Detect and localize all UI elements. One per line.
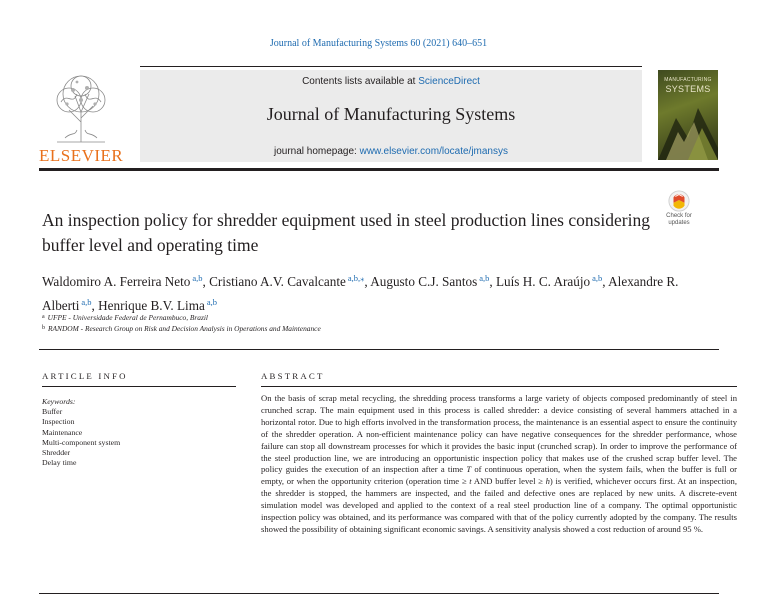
author-affiliation-mark[interactable]: a,b [592,273,603,283]
abstract-bottom-rule [39,593,719,594]
abstract-part: of continuous operation, when the system fails, when the buffer is full or empty, or when the opportunity criterion (operation time ≥ [261,464,737,487]
header-top-rule [140,66,642,67]
article-title: An inspection policy for shredder equipment used in steel production lines considering buffer level and operating time [42,210,650,255]
check-updates-icon [668,190,690,212]
header-bottom-rule [39,168,719,171]
keyword-item: Buffer [42,407,63,417]
affiliation-list [42,312,682,334]
affiliation-item [42,312,682,323]
cover-title-line-1: MANUFACTURING [664,77,712,83]
keyword-item: Shredder [42,448,71,458]
keyword-item: Inspection [42,417,75,427]
publisher-name: ELSEVIER [39,146,124,165]
author-list: Waldomiro A. Ferreira Neto $^{a,b}$, Cristiano A.V. Cavalcante $^{a,b,⁎}$, Augusto C.J. Santos $^{a,b}$, Luís H. C. Araújo $^{a,b}$, Alexandre R. Alberti $^{a,b}$, Henrique B.V. Lima $^{a,b}$ [42,273,679,313]
author-affiliation-mark[interactable]: a,b [206,297,217,307]
author-name: Waldomiro A. Ferreira Neto [42,274,191,289]
contents-prefix: Contents lists available at [302,76,419,87]
author-affiliation-mark[interactable]: a,b [479,273,490,283]
affiliation-text: UFPE - Universidade Federal de Pernambuco, Brazil [47,313,208,322]
homepage-prefix: journal homepage: [273,146,360,157]
affiliation-text: RANDOM - Research Group on Risk and Decision Analysis in Operations and Maintenance [48,324,321,333]
journal-homepage-link[interactable]: www.elsevier.com/locate/jmansys [359,146,508,157]
check-updates-label [660,213,698,227]
affiliation-mark: a [42,314,45,320]
contents-line [140,76,642,87]
affiliation-mark: b [42,325,45,331]
journal-citation[interactable]: Journal of Manufacturing Systems 60 (2021) 640–651 [269,38,488,49]
journal-title: Journal of Manufacturing Systems [266,104,516,124]
elsevier-logo[interactable] [39,72,123,164]
check-for-updates-button[interactable] [660,190,698,230]
author[interactable] [370,274,489,289]
cover-art-image [658,98,718,160]
cover-title-line-2: SYSTEMS [665,84,711,94]
journal-cover[interactable] [658,70,718,160]
author-affiliation-mark[interactable]: a,b,⁎ [347,273,365,283]
sciencedirect-link[interactable]: ScienceDirect [418,76,480,87]
author[interactable] [209,274,364,289]
keyword-item: Delay time [42,458,77,468]
author-affiliation-mark[interactable]: a,b [81,297,92,307]
author-name: Augusto C.J. Santos [370,274,478,289]
author-name: Cristiano A.V. Cavalcante [209,274,346,289]
keyword-item: Maintenance [42,427,83,437]
article-info-rule [42,386,236,387]
abstract-variable: T [466,464,472,475]
abstract-part: AND buffer level ≥ [471,476,546,487]
article-info-heading: ARTICLE INFO [42,371,128,381]
abstract-part: ) is verified, whichever occurs first. At an inspection, the shredder is stopped, the hammers are inspected, and the failed and defective ones are replaced by new units. A discrete-event simulation model was developed and applied to the context of a real steel production line of a company. The optimal opportunistic inspection policy was obtained, and its performance was compared with that of the policy currently adopted by the company. The results showed the possibility of obtaining significant economic savings. A sensitivity analysis showed a cost reduction of around 95 %. [261,476,737,534]
keywords-block [42,397,236,468]
affiliation-item [42,323,682,334]
check-updates-label-1: Check for [666,213,692,219]
keyword-item: Multi-component system [42,437,121,447]
elsevier-tree-icon [47,72,115,144]
author-name: Henrique B.V. Lima [98,298,205,313]
section-divider [39,349,719,350]
author[interactable] [496,274,602,289]
abstract-part: On the basis of scrap metal recycling, the shredding process transforms a large variety of objects composed predominantly of steel in crunched scrap. The main equipment used in this process is called shredder: a device consisting of several hammers attached in a horizontal rotor. Due to high efforts involved in the transformation process, the maintenance is an essential aspect to ensure the continuity of the shredder operation. A non-efficient maintenance policy can have negative consequences for the shredder performance, whose failure can stop all downstream processes for which it provides the basic input (crunched scrap). In order to improve the performance of the steel production line, we are introducing an opportunistic inspection policy that makes use of the crushed scrap buffer level. The policy guides the execution of an inspection after a time [261,393,737,475]
cover-title [658,76,718,94]
homepage-line [140,146,642,157]
journal-masthead [140,70,642,162]
author-affiliation-mark[interactable]: a,b [192,273,203,283]
abstract-heading: ABSTRACT [261,371,325,381]
check-updates-label-2: updates [668,220,690,226]
keywords-label: Keywords: [42,397,76,406]
author[interactable] [98,298,217,313]
abstract-variable: h [545,476,550,487]
author-name: Luís H. C. Araújo [495,274,591,289]
abstract-rule [261,386,737,387]
abstract-variable: t [469,476,472,487]
author[interactable] [42,274,203,289]
author-name: Alexandre R. Alberti [42,274,679,313]
abstract-text [261,393,737,536]
